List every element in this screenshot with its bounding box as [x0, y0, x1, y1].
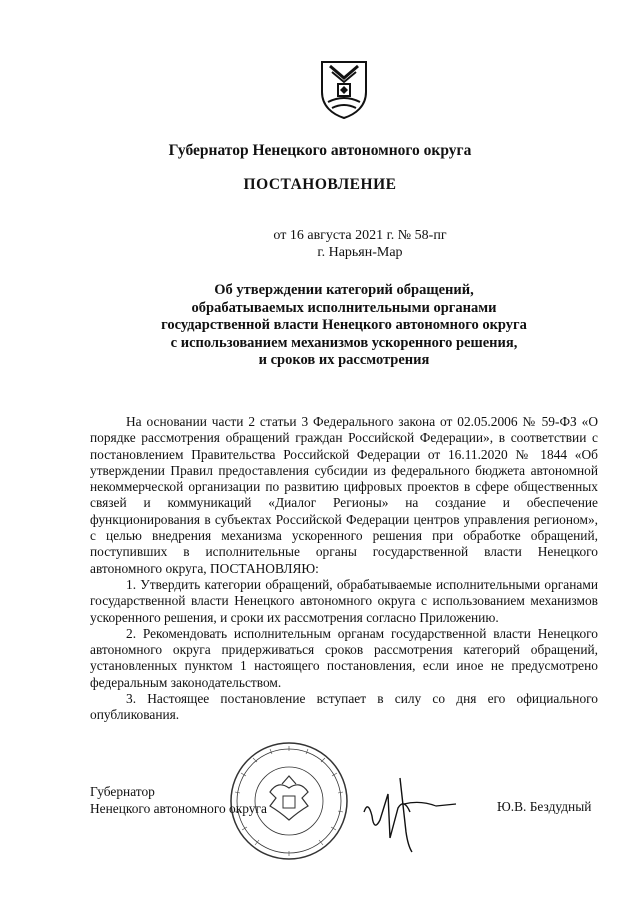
item-2-paragraph: 2. Рекомендовать исполнительным органам государственной власти Ненецкого автономного округа придерживаться сроков рассмотрения категорий обращений, установленных пунктом 1 настоящего постановления, если иное не предусмотрено федеральным законодательством.	[90, 625, 598, 690]
item-1-paragraph: 1. Утвердить категории обращений, обрабатываемые исполнительными органами государственной власти Ненецкого автономного округа с использованием механизмов ускоренного решения, и сроки их рассмотрения согласно Приложению.	[90, 576, 598, 625]
signatory-name: Ю.В. Бездудный	[497, 799, 592, 814]
title-line: Об утверждении категорий обращений,	[214, 282, 474, 298]
document-title	[120, 282, 568, 370]
coat-of-arms-icon	[318, 58, 370, 120]
handwritten-signature-icon	[360, 760, 470, 860]
title-line: с использованием механизмов ускоренного решения,	[170, 334, 518, 351]
preamble-paragraph: На основании части 2 статьи 3 Федерального закона от 02.05.2006 № 59-ФЗ «О порядке рассмотрения обращений граждан Российской Федерации», в соответствии с постановлением Правительства Российской Федерации от 16.11.2020 № 1844 «Об утверждении Правил предоставления субсидии из федерального бюджета автономной некоммерческой организации по развитию цифровых проектов в сфере общественных связей и коммуникаций «Диалог Регионы» на создание и обеспечение функционирования в субъектах Российской Федерации центров управления регионом», с целью внедрения механизма ускоренного решения при обработке обращений, поступивших в исполнительные органы государственной власти Ненецкого автономного округа, ПОСТАНОВЛЯЮ:	[90, 414, 598, 576]
item-3-paragraph: 3. Настоящее постановление вступает в силу со дня его официального опубликования.	[90, 691, 598, 723]
position-line: Губернатор	[90, 784, 155, 799]
signatory-position	[90, 783, 267, 817]
position-line: Ненецкого автономного округа	[90, 801, 267, 816]
issuing-authority: Губернатор Ненецкого автономного округа	[168, 142, 472, 159]
title-line: государственной власти Ненецкого автономного округа	[161, 317, 527, 333]
title-line: обрабатываемых исполнительными органами	[191, 299, 497, 316]
document-date-number: от 16 августа 2021 г. № 58-пг	[273, 228, 447, 243]
document-city: г. Нарьян-Мар	[317, 245, 403, 260]
title-line: и сроков их рассмотрения	[258, 352, 430, 368]
document-body	[90, 414, 598, 724]
document-type: ПОСТАНОВЛЕНИЕ	[243, 176, 397, 193]
